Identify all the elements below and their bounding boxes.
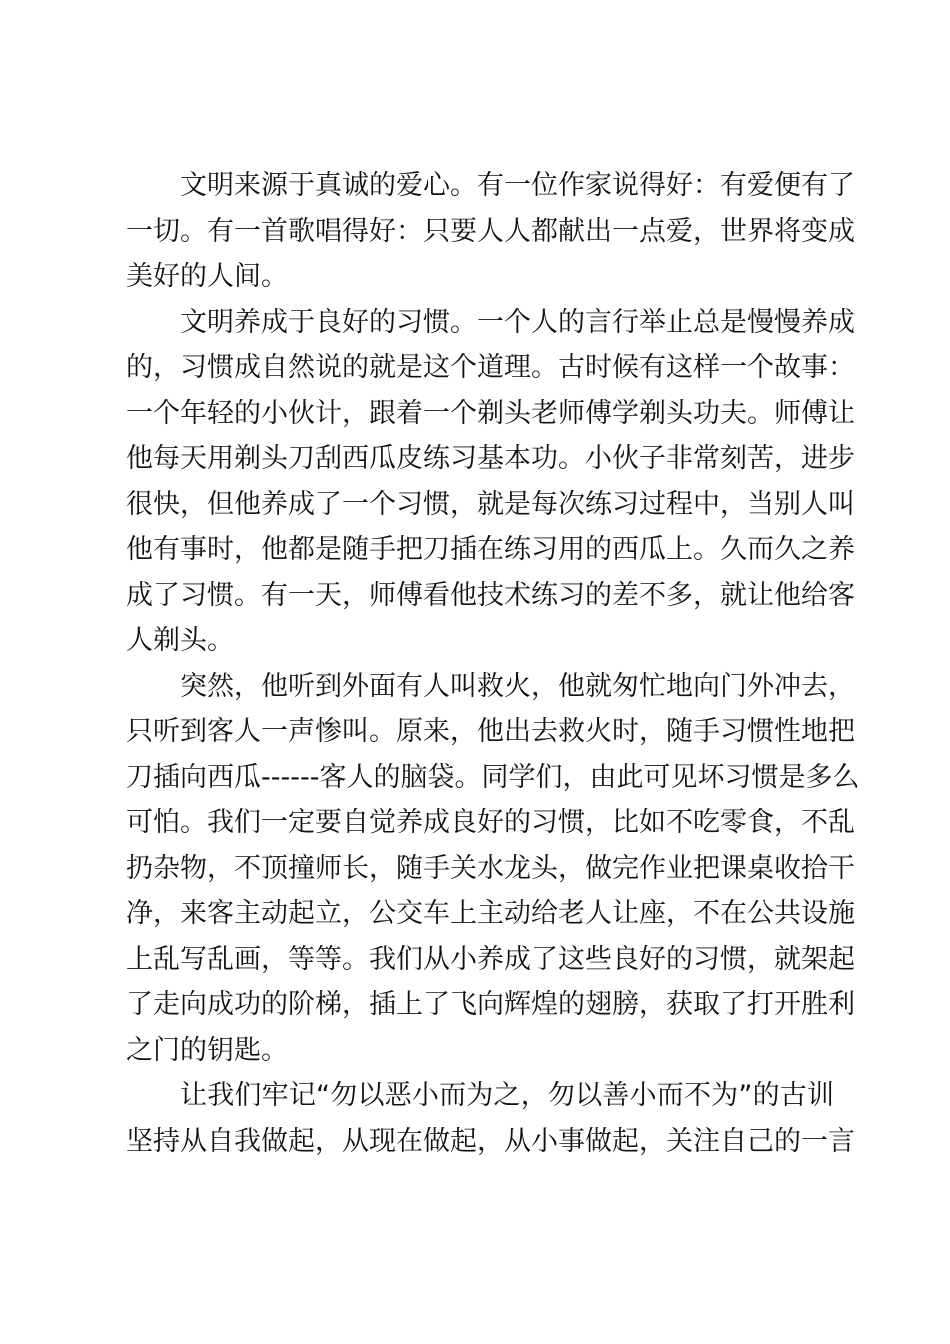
text-line: 他有事时，他都是随手把刀插在练习用的西瓜上。久而久之养 — [126, 534, 855, 565]
paragraph-2 — [126, 300, 855, 664]
text-line: 刀插向西瓜------客人的脑袋。同学们，由此可见坏习惯是多么 — [126, 761, 860, 793]
text-line: 美好的人间。 — [126, 261, 288, 292]
text-line: 突然，他听到外面有人叫救火，他就匆忙地向门外冲去， — [180, 670, 855, 702]
text-line: 文明养成于良好的习惯。一个人的言行举止总是慢慢养成 — [180, 306, 855, 338]
text-line: 上乱写乱画，等等。我们从小养成了这些良好的习惯，就架起 — [126, 943, 855, 975]
text-line: 一个年轻的小伙计，跟着一个剃头老师傅学剃头功夫。师傅让 — [126, 397, 855, 429]
text-line: 一切。有一首歌唱得好：只要人人都献出一点爱，世界将变成 — [126, 215, 855, 247]
text-line: 之门的钥匙。 — [126, 1034, 288, 1066]
text-line: 只听到客人一声惨叫。原来，他出去救火时，随手习惯性地把 — [126, 716, 855, 747]
text-line: 了走向成功的阶梯，插上了飞向辉煌的翅膀，获取了打开胜利 — [126, 989, 855, 1020]
text-line: 很快，但他养成了一个习惯，就是每次练习过程中，当别人叫 — [126, 488, 855, 520]
text-line: 人剃头。 — [126, 625, 234, 656]
paragraph-3 — [126, 664, 860, 1074]
paragraph-1 — [126, 163, 855, 300]
text-line: 扔杂物，不顶撞师长，随手关水龙头，做完作业把课桌收拾干 — [126, 852, 855, 884]
text-line: 成了习惯。有一天，师傅看他技术练习的差不多，就让他给客 — [126, 579, 855, 611]
text-line: 净，来客主动起立，公交车上主动给老人让座，不在公共设施 — [126, 898, 855, 929]
paragraph-4 — [126, 1073, 855, 1164]
text-line: 可怕。我们一定要自觉养成良好的习惯，比如不吃零食，不乱 — [126, 807, 855, 838]
text-line: 让我们牢记“勿以恶小而为之，勿以善小而不为”的古训 — [180, 1080, 834, 1111]
text-line: 他每天用剃头刀刮西瓜皮练习基本功。小伙子非常刻苦，进步 — [126, 443, 855, 474]
text-line: 坚持从自我做起，从现在做起，从小事做起，关注自己的一言 — [126, 1125, 855, 1157]
document-body — [126, 163, 860, 1164]
text-line: 的，习惯成自然说的就是这个道理。古时候有这样一个故事： — [126, 352, 855, 383]
text-line: 文明来源于真诚的爱心。有一位作家说得好：有爱便有了 — [180, 170, 855, 201]
